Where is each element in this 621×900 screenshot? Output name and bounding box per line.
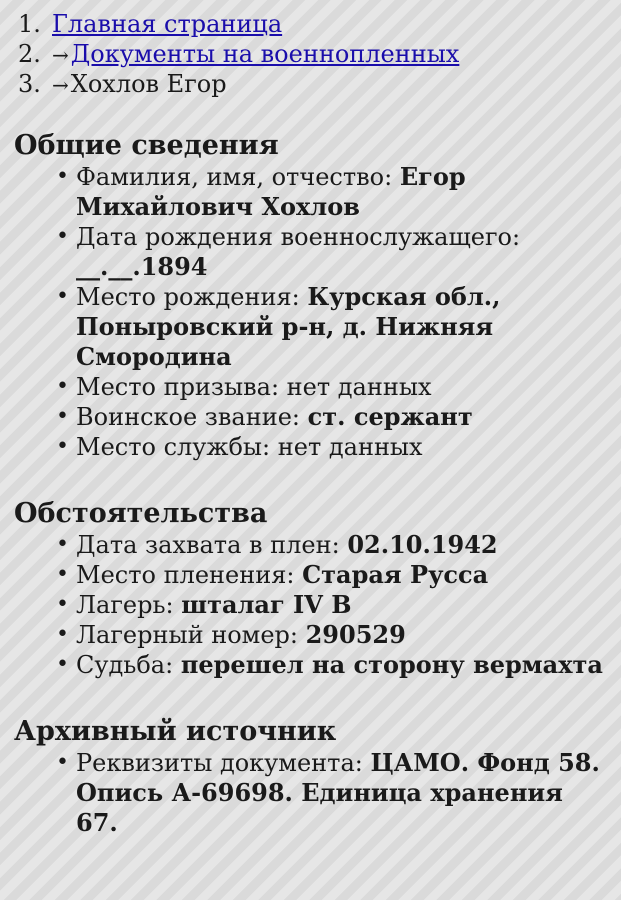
list-item-birth-date bbox=[76, 222, 607, 282]
item-label: Дата захвата в плен: bbox=[76, 531, 340, 559]
circumstances-list bbox=[14, 530, 607, 680]
archive-source-list bbox=[14, 748, 607, 838]
arrow-right-icon: → bbox=[52, 73, 69, 97]
item-label: Воинское звание: bbox=[76, 403, 300, 431]
item-label: Место рождения: bbox=[76, 283, 300, 311]
item-label: Судьба: bbox=[76, 651, 174, 679]
breadcrumb-link-documents[interactable]: Документы на военнопленных bbox=[70, 40, 460, 68]
breadcrumb bbox=[14, 9, 607, 99]
item-value: Курская обл., Поныровский р-н, д. Нижняя Смородина bbox=[76, 282, 501, 371]
list-item-service-place bbox=[76, 432, 607, 462]
breadcrumb-item-documents bbox=[18, 39, 607, 69]
item-value: нет данных bbox=[286, 373, 432, 401]
item-value: нет данных bbox=[277, 433, 423, 461]
item-value: перешел на сторону вермахта bbox=[180, 650, 603, 679]
item-label: Реквизиты документа: bbox=[76, 749, 363, 777]
section-title-general: Общие сведения bbox=[14, 130, 279, 161]
section-title-archive: Архивный источник bbox=[14, 716, 337, 747]
item-label: Место службы: bbox=[76, 433, 271, 461]
breadcrumb-item-current bbox=[18, 69, 607, 99]
arrow-right-icon: → bbox=[52, 43, 69, 67]
list-item-camp-number bbox=[76, 620, 607, 650]
list-item-full-name bbox=[76, 162, 607, 222]
breadcrumb-number: 1. bbox=[18, 10, 41, 38]
list-item-rank bbox=[76, 402, 607, 432]
item-label: Лагерный номер: bbox=[76, 621, 298, 649]
item-value: шталаг IV B bbox=[181, 590, 352, 619]
item-value: ст. сержант bbox=[307, 402, 473, 431]
list-item-conscription-place bbox=[76, 372, 607, 402]
section-title-circumstances: Обстоятельства bbox=[14, 498, 268, 529]
breadcrumb-number: 2. bbox=[18, 40, 41, 68]
item-label: Лагерь: bbox=[76, 591, 174, 619]
breadcrumb-number: 3. bbox=[18, 70, 41, 98]
item-label: Фамилия, имя, отчество: bbox=[76, 163, 393, 191]
item-label: Дата рождения военнослужащего: bbox=[76, 223, 521, 251]
item-label: Место пленения: bbox=[76, 561, 295, 589]
item-value: 290529 bbox=[305, 620, 406, 649]
list-item-capture-place bbox=[76, 560, 607, 590]
breadcrumb-link-home[interactable]: Главная страница bbox=[52, 10, 283, 38]
list-item-birth-place bbox=[76, 282, 607, 372]
breadcrumb-current-label: Хохлов Егор bbox=[70, 70, 227, 98]
item-value: 02.10.1942 bbox=[347, 530, 498, 559]
list-item-fate bbox=[76, 650, 607, 680]
list-item-camp bbox=[76, 590, 607, 620]
item-value: Старая Русса bbox=[302, 560, 489, 589]
item-label: Место призыва: bbox=[76, 373, 280, 401]
list-item-capture-date bbox=[76, 530, 607, 560]
item-value: __.__.1894 bbox=[76, 252, 208, 281]
general-info-list bbox=[14, 162, 607, 462]
item-value: Егор Михайлович Хохлов bbox=[76, 162, 466, 221]
list-item-document-details bbox=[76, 748, 607, 838]
item-value: ЦАМО. Фонд 58. Опись А-69698. Единица хранения 67. bbox=[76, 748, 600, 837]
breadcrumb-item-home bbox=[18, 9, 607, 39]
